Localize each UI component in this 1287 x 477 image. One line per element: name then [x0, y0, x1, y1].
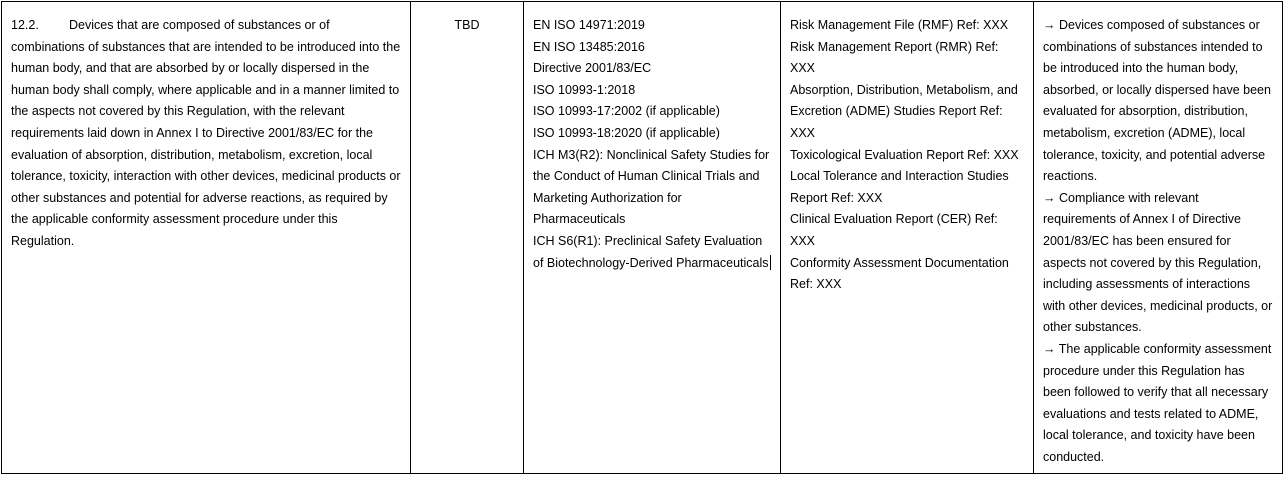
evidence-item: Risk Management Report (RMR) Ref: XXX: [790, 39, 999, 76]
requirement-cell[interactable]: [2, 2, 411, 474]
evidence-item: Absorption, Distribution, Metabolism, and Excretion (ADME) Studies Report Ref: XXX: [790, 82, 1018, 140]
evidence-cell[interactable]: [781, 2, 1034, 474]
text-cursor: [770, 255, 771, 270]
table-row: [2, 2, 1283, 474]
requirement-text: Devices that are composed of substances or of combinations of substances that are intended to be introduced into the human body, and that are absorbed by or locally dispersed in the human body shall comply, where applicable and in a manner limited to the aspects not covered by this Regulation, with the relevant requirements laid down in Annex I to Directive 2001/83/EC for the evaluation of absorption, distribution, metabolism, excretion, local tolerance, toxicity, interaction with other devices, medicinal products or other substances and potential for adverse reactions, as required by the applicable conformity assessment procedure under this Regulation.: [11, 18, 401, 248]
evidence-item: Risk Management File (RMF) Ref: XXX: [790, 18, 1009, 32]
standard-item: ISO 10993-18:2020 (if applicable): [533, 125, 720, 140]
evidence-item: Local Tolerance and Interaction Studies Report Ref: XXX: [790, 169, 1009, 205]
justification-cell[interactable]: [1034, 2, 1283, 474]
standard-item: EN ISO 14971:2019: [533, 18, 645, 32]
status-cell[interactable]: [411, 2, 524, 474]
standard-item-last: [533, 231, 771, 274]
clause-number: 12.2.: [11, 18, 39, 32]
evidence-item: Toxicological Evaluation Report Ref: XXX: [790, 147, 1019, 162]
justification-item: → The applicable conformity assessment procedure under this Regulation has been followed to verify that all necessary evaluations and tests related to ADME, local tolerance, and toxicity have been conducted.: [1043, 341, 1272, 464]
status-value: TBD: [454, 18, 480, 32]
standard-item: ISO 10993-17:2002 (if applicable): [533, 104, 720, 119]
standards-cell[interactable]: [524, 2, 781, 474]
standard-item: ICH M3(R2): Nonclinical Safety Studies for the Conduct of Human Clinical Trials and Marketing Authorization for Pharmaceuticals: [533, 147, 770, 227]
evidence-item: Clinical Evaluation Report (CER) Ref: XXX: [790, 212, 998, 248]
justification-item: → Compliance with relevant requirements of Annex I of Directive 2001/83/EC has been ensured for aspects not covered by this Regulation, including assessments of interactions with other devices, medicinal products, or other substances.: [1043, 190, 1273, 335]
requirements-table: [1, 1, 1283, 474]
justification-item: → Devices composed of substances or combinations of substances intended to be introduced into the human body, absorbed, or locally dispersed have been evaluated for absorption, distribution, metabolism, excretion (ADME), local tolerance, toxicity, and potential adverse reactions.: [1043, 18, 1271, 184]
evidence-item: Conformity Assessment Documentation Ref: XXX: [790, 255, 1009, 292]
standard-item: ISO 10993-1:2018: [533, 82, 636, 97]
standard-item: EN ISO 13485:2016: [533, 39, 645, 54]
standard-item: Directive 2001/83/EC: [533, 61, 652, 76]
standard-item-text: ICH S6(R1): Preclinical Safety Evaluation of Biotechnology-Derived Pharmaceuticals: [533, 233, 769, 270]
